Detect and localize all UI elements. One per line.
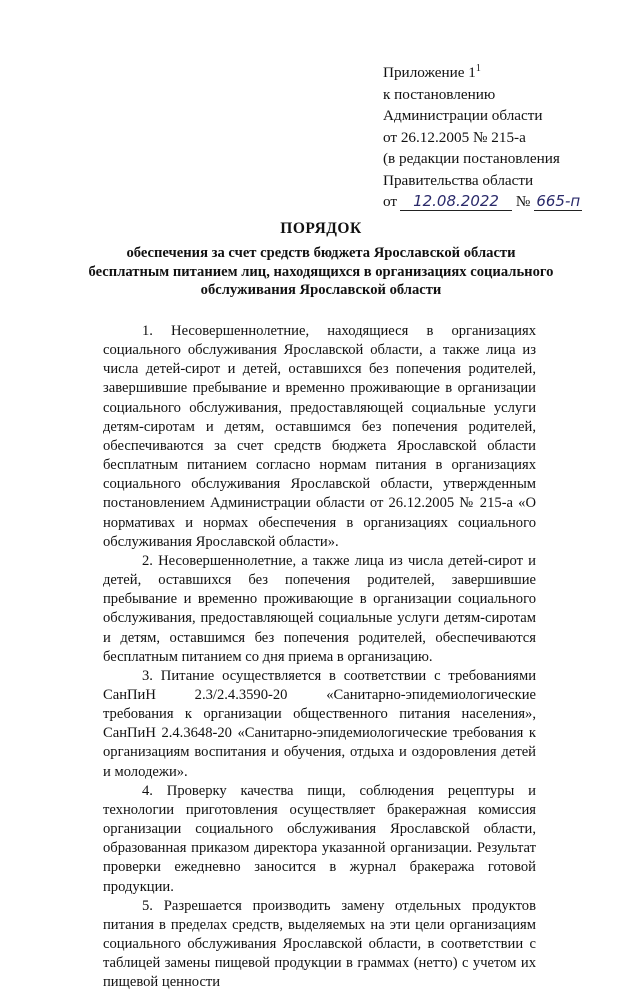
paragraph-3: 3. Питание осуществляется в соответствии с требованиями СанПиН 2.3/2.4.3590-20 «Санитарно-эпидемиологические требования к организации общественного питания населения», СанПиН 2.4.3648-20 «Санитарно-эпидемиологические требования к организациям воспитания и обучения, отдыха и оздоровления детей и молодежи». [103, 667, 536, 780]
date-prefix: от [383, 193, 398, 210]
document-subtitle: обеспечения за счет средств бюджета Ярославской области бесплатным питанием лиц, находящихся в организациях социального обслуживания Ярославской области [88, 245, 554, 298]
paragraph-4: 4. Проверку качества пищи, соблюдения рецептуры и технологии приготовления осуществляет бракеражная комиссия организации социального обслуживания Ярославской области, образованная приказом директора указанной организации. Результат проверки ежедневно заносится в журнал бракеража готовой продукции. [103, 782, 536, 895]
appendix-line-5: (в редакции постановления [383, 150, 560, 167]
document-body [103, 322, 536, 992]
appendix-title: Приложение 1 [383, 64, 476, 81]
appendix-line-1 [383, 62, 623, 84]
appendix-header [383, 62, 623, 213]
paragraph-1: 1. Несовершеннолетние, находящиеся в организациях социального обслуживания Ярославской области, а также лица из числа детей-сирот и детей, оставшихся без попечения родителей, завершившие пребывание и временно проживающие в организации социального обслуживания, предоставляющей социальные услуги детям-сиротам и детям, оставшимся без попечения родителей, обеспечиваются за счет средств бюджета Ярославской области бесплатным питанием согласно нормам питания в организациях социального обслуживания Ярославской области, утвержденным постановлением Администрации области от 26.12.2005 № 215-а «О нормативах и нормах обеспечения в организациях социального обслуживания Ярославской области». [103, 323, 536, 550]
appendix-superscript: 1 [475, 63, 481, 74]
appendix-line-7 [383, 191, 623, 213]
appendix-line-3: Администрации области [383, 107, 543, 124]
number-sign: № [515, 193, 531, 210]
appendix-line-4: от 26.12.2005 № 215-а [383, 128, 526, 146]
document-title: ПОРЯДОК [280, 220, 362, 237]
paragraph-2: 2. Несовершеннолетние, а также лица из числа детей-сирот и детей, оставшихся без попечения родителей, завершившие пребывание и временно проживающие в организации социального обслуживания, предоставляющей социальные услуги детям-сиротам и детям, оставшимся без попечения родителей, обеспечиваются бесплатным питанием со дня приема в организацию. [103, 552, 536, 665]
appendix-line-2: к постановлению [383, 85, 496, 103]
paragraph-5: 5. Разрешается производить замену отдельных продуктов питания в пределах средств, выделяемых на эти цели организациям социального обслуживания Ярославской области, в соответствии с таблицей замены пищевой продукции в граммах (нетто) с учетом их пищевой ценности [103, 897, 536, 991]
handwritten-number: 665-п [534, 193, 582, 211]
handwritten-date: 12.08.2022 [400, 193, 512, 211]
appendix-line-6: Правительства области [383, 171, 534, 189]
title-block [86, 218, 556, 300]
